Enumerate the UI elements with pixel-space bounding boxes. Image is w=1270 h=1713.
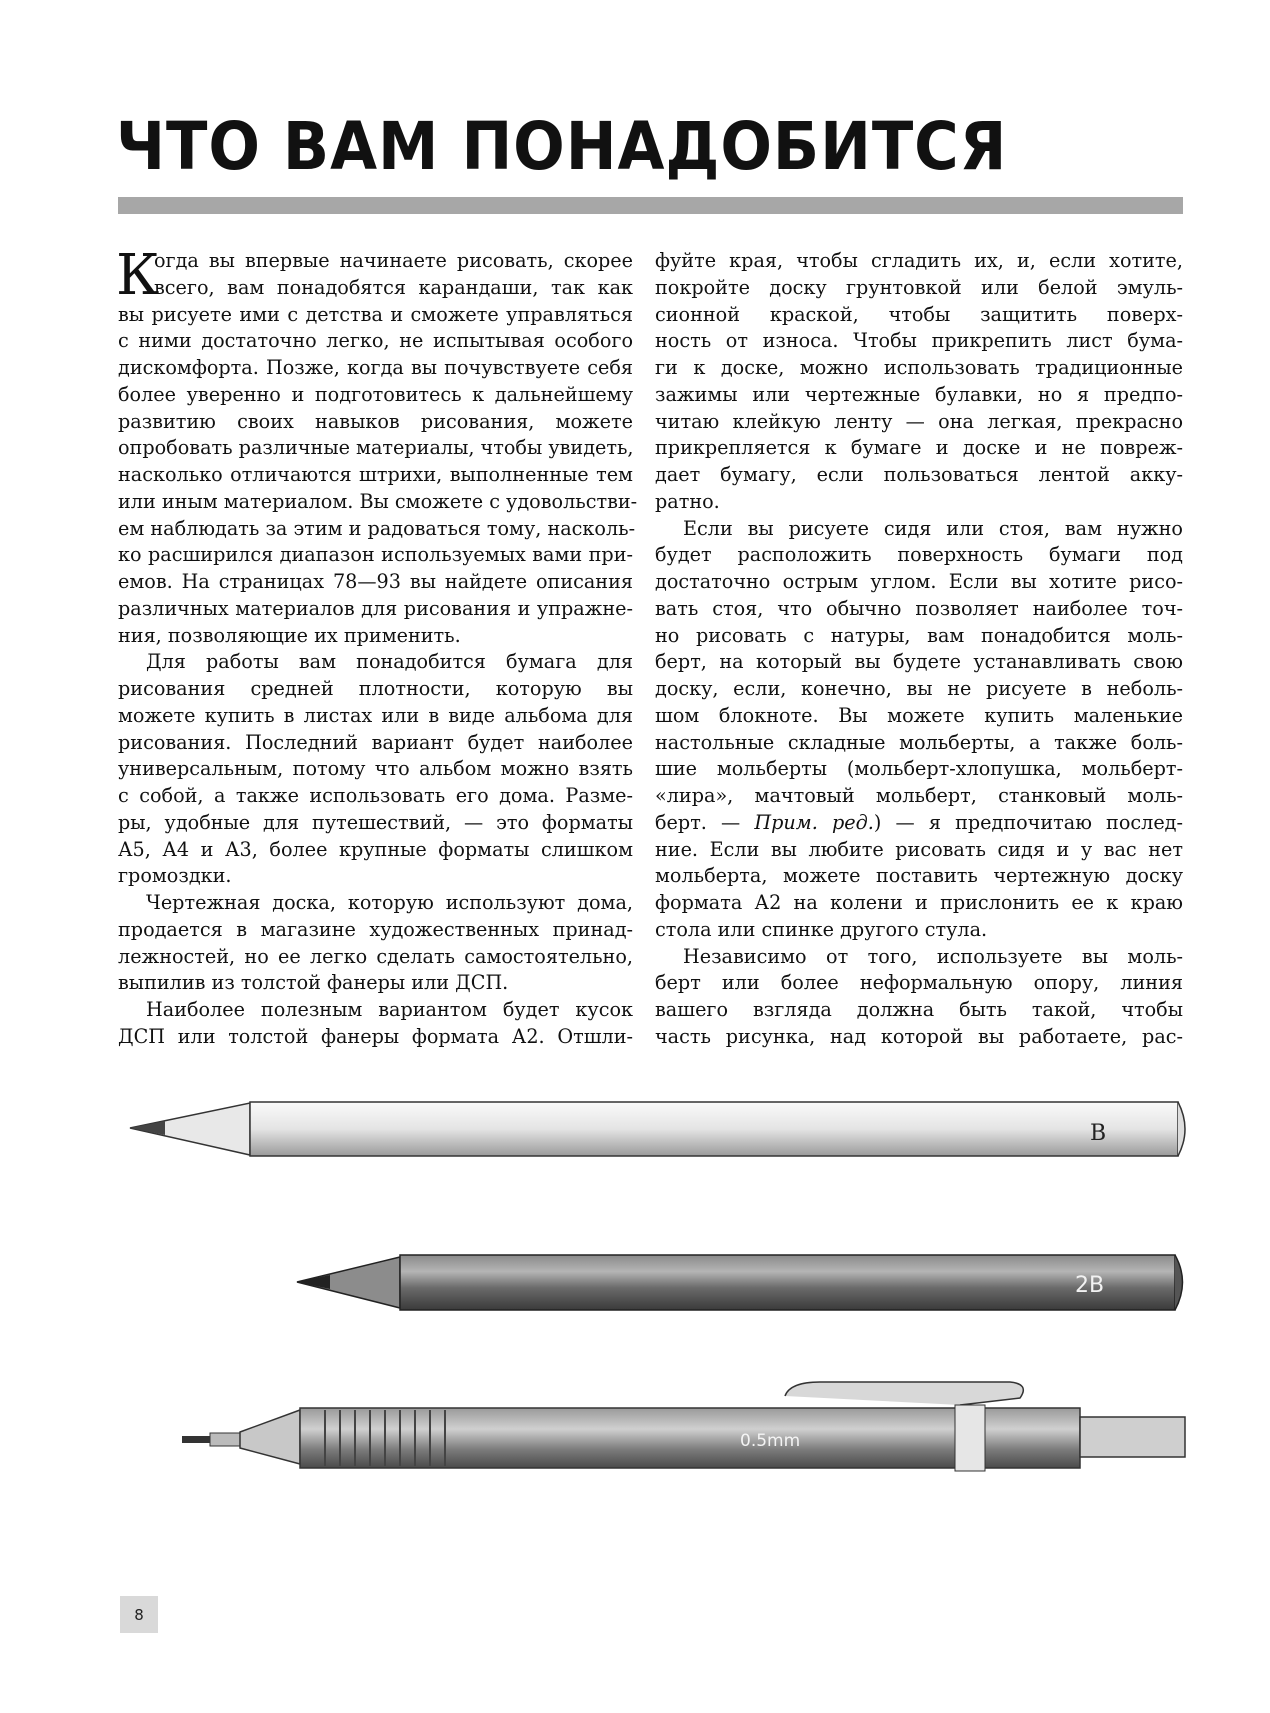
text-line [655,703,1183,730]
line-text: универсальным, потому что альбом можно взять [118,757,633,781]
text-line [655,730,1183,757]
line-text: всего, вам понадобятся карандаши, так как [154,275,633,299]
text-line [655,382,1183,409]
line-text: зажимы или чертежные булавки, но я предпо- [655,382,1183,406]
page-title: ЧТО ВАМ ПОНАДОБИТСЯ [116,108,1008,185]
text-line [655,863,1183,890]
text-line [118,837,633,864]
line-text: берт, на который вы будете устанавливать свою [655,650,1183,674]
line-text: берт или более неформальную опору, линия [655,971,1183,995]
line-text: А5, А4 и А3, более крупные форматы слишком [118,837,633,861]
text-line [118,890,633,917]
text-line [118,302,633,329]
text-line [655,917,1183,944]
text-line [118,248,633,275]
line-text: развитию своих навыков рисования, можете [118,409,633,433]
text-line [655,810,1183,837]
line-text: ги к доске, можно использовать традиционные [655,356,1183,379]
text-line [118,730,633,757]
pencil-2b [297,1255,1183,1310]
text-line [655,248,1183,275]
pencils-illustration [0,1080,1270,1500]
text-column-right [655,248,1183,1051]
text-line [655,756,1183,783]
text-line [118,676,633,703]
text-line [655,355,1183,382]
text-line [655,649,1183,676]
line-text: различных материалов для рисования и упражне- [118,596,633,620]
text-line [118,596,633,623]
pencil-b [130,1102,1185,1156]
text-line [655,676,1183,703]
line-text: берт. — [655,810,741,834]
line-text: ние. Если вы любите рисовать сидя и у вас нет [655,837,1183,861]
text-line [118,328,633,355]
line-text: ратно. [655,489,720,513]
text-line [118,569,633,596]
pencil-b-label: B [1090,1121,1107,1146]
line-text: ния, позволяющие их применить. [118,623,461,647]
line-text: рисования. Последний вариант будет наиболее [118,730,633,754]
line-text: вать стоя, что обычно позволяет наиболее точ- [655,596,1183,620]
editor-note: Прим. ред. [754,810,874,834]
line-text: рисования средней плотности, которую вы [118,677,633,700]
text-line [118,462,633,489]
text-line [118,944,633,971]
text-line [655,435,1183,462]
line-text: с собой, а также использовать его дома. Разме- [118,784,633,807]
line-text: емов. На страницах 78—93 вы найдете описания [118,570,633,593]
line-text: огда вы впервые начинаете рисовать, скорее [154,249,633,272]
text-line [655,890,1183,917]
line-text: или иным материалом. Вы сможете с удовольстви- [118,489,638,513]
line-text: громоздки. [118,864,232,888]
line-text: достаточно острым углом. Если вы хотите рисо- [655,570,1183,593]
text-line [655,837,1183,864]
line-text: Для работы вам понадобится бумага для [146,650,633,674]
text-line [118,382,633,409]
text-line [118,623,633,650]
text-line [655,1024,1183,1051]
line-text: доску, если, конечно, вы не рисуете в неболь- [655,677,1183,700]
line-text: опробовать различные материалы, чтобы увидеть, [118,436,634,460]
line-text: ем наблюдать за этим и радоваться тому, насколь- [118,516,636,540]
line-text: сионной краской, чтобы защитить поверх- [655,302,1183,326]
line-text: насколько отличаются штрихи, выполненные тем [118,463,633,486]
line-text: шие мольберты (мольберт-хлопушка, мольберт- [655,757,1183,781]
text-line [118,863,633,890]
line-text: Наиболее полезным вариантом будет кусок [146,998,633,1021]
text-line [655,997,1183,1024]
line-text: дает бумагу, если пользоваться лентой акку- [655,463,1183,486]
line-text: ры, удобные для путешествий, — это форматы [118,810,633,834]
text-line [655,596,1183,623]
line-text: будет расположить поверхность бумаги под [655,543,1183,567]
line-text: «лира», мачтовый мольберт, станковый моль- [655,784,1183,807]
line-text: формата А2 на колени и прислонить ее к краю [655,891,1183,914]
text-line [655,489,1183,516]
line-text: но рисовать с натуры, вам понадобится моль- [655,623,1183,647]
line-text: ность от износа. Чтобы прикрепить лист бума- [655,329,1183,353]
line-text: покройте доску грунтовкой или белой эмуль- [655,275,1183,299]
text-line [655,275,1183,302]
text-line [118,489,638,516]
line-text: вашего взгляда должна быть такой, чтобы [655,998,1183,1021]
line-text: фуйте края, чтобы сгладить их, и, если хотите, [655,249,1183,272]
text-column-left [116,243,638,1051]
line-text: Если вы рисуете сидя или стоя, вам нужно [683,516,1183,540]
line-text: Независимо от того, используете вы моль- [683,944,1183,968]
line-text: мольберта, можете поставить чертежную доску [655,864,1183,888]
text-line [118,756,633,783]
text-line [118,783,633,810]
page-number: 8 [120,1596,158,1633]
line-text: выпилив из толстой фанеры или ДСП. [118,971,509,995]
line-text: можете купить в листах или в виде альбома для [118,703,633,727]
line-text: ) — я предпочитаю послед- [873,810,1183,834]
line-text: шом блокноте. Вы можете купить маленькие [655,703,1183,727]
line-text: вы рисуете ими с детства и сможете управляться [118,302,633,326]
text-line [118,1024,633,1051]
text-line [118,810,633,837]
mechanical-pencil [182,1382,1185,1471]
line-text: ко расширился диапазон используемых вами при- [118,543,633,567]
pencil-2b-label: 2B [1075,1273,1105,1298]
drop-cap: К [116,243,160,308]
line-text: дискомфорта. Позже, когда вы почувствуете себя [118,356,633,379]
line-text: продается в магазине художественных принад- [118,917,633,941]
line-text: ДСП или толстой фанеры формата А2. Отшли- [118,1024,633,1048]
title-rule [118,197,1183,214]
line-text: лежностей, но ее легко сделать самостоятельно, [118,944,633,968]
text-line [118,409,633,436]
text-line [118,516,636,543]
text-line [655,944,1183,971]
line-text: с ними достаточно легко, не испытывая особого [118,329,633,353]
text-line [655,328,1183,355]
mechanical-pencil-label: 0.5mm [740,1431,801,1451]
line-text: стола или спинке другого стула. [655,917,988,941]
line-text: читаю клейкую ленту — она легкая, прекрасно [655,409,1183,433]
line-text: прикрепляется к бумаге и доске и не повреж- [655,436,1183,460]
text-line [118,355,633,382]
text-line [655,516,1183,543]
text-line [118,970,633,997]
text-line [118,275,633,302]
line-text: более уверенно и подготовитесь к дальнейшему [118,382,633,406]
text-line [118,997,633,1024]
text-line [118,703,633,730]
text-line [118,917,633,944]
text-line [655,623,1183,650]
text-line [118,649,633,676]
text-line [118,435,633,462]
text-line [118,542,633,569]
text-line [655,783,1183,810]
line-text: Чертежная доска, которую используют дома, [146,891,633,914]
text-line [655,970,1183,997]
line-text: часть рисунка, над которой вы работаете, рас- [655,1024,1183,1048]
text-line [655,302,1183,329]
text-line [655,569,1183,596]
line-text: настольные складные мольберты, а также боль- [655,730,1183,754]
text-line [655,542,1183,569]
text-line [655,462,1183,489]
text-line [655,409,1183,436]
